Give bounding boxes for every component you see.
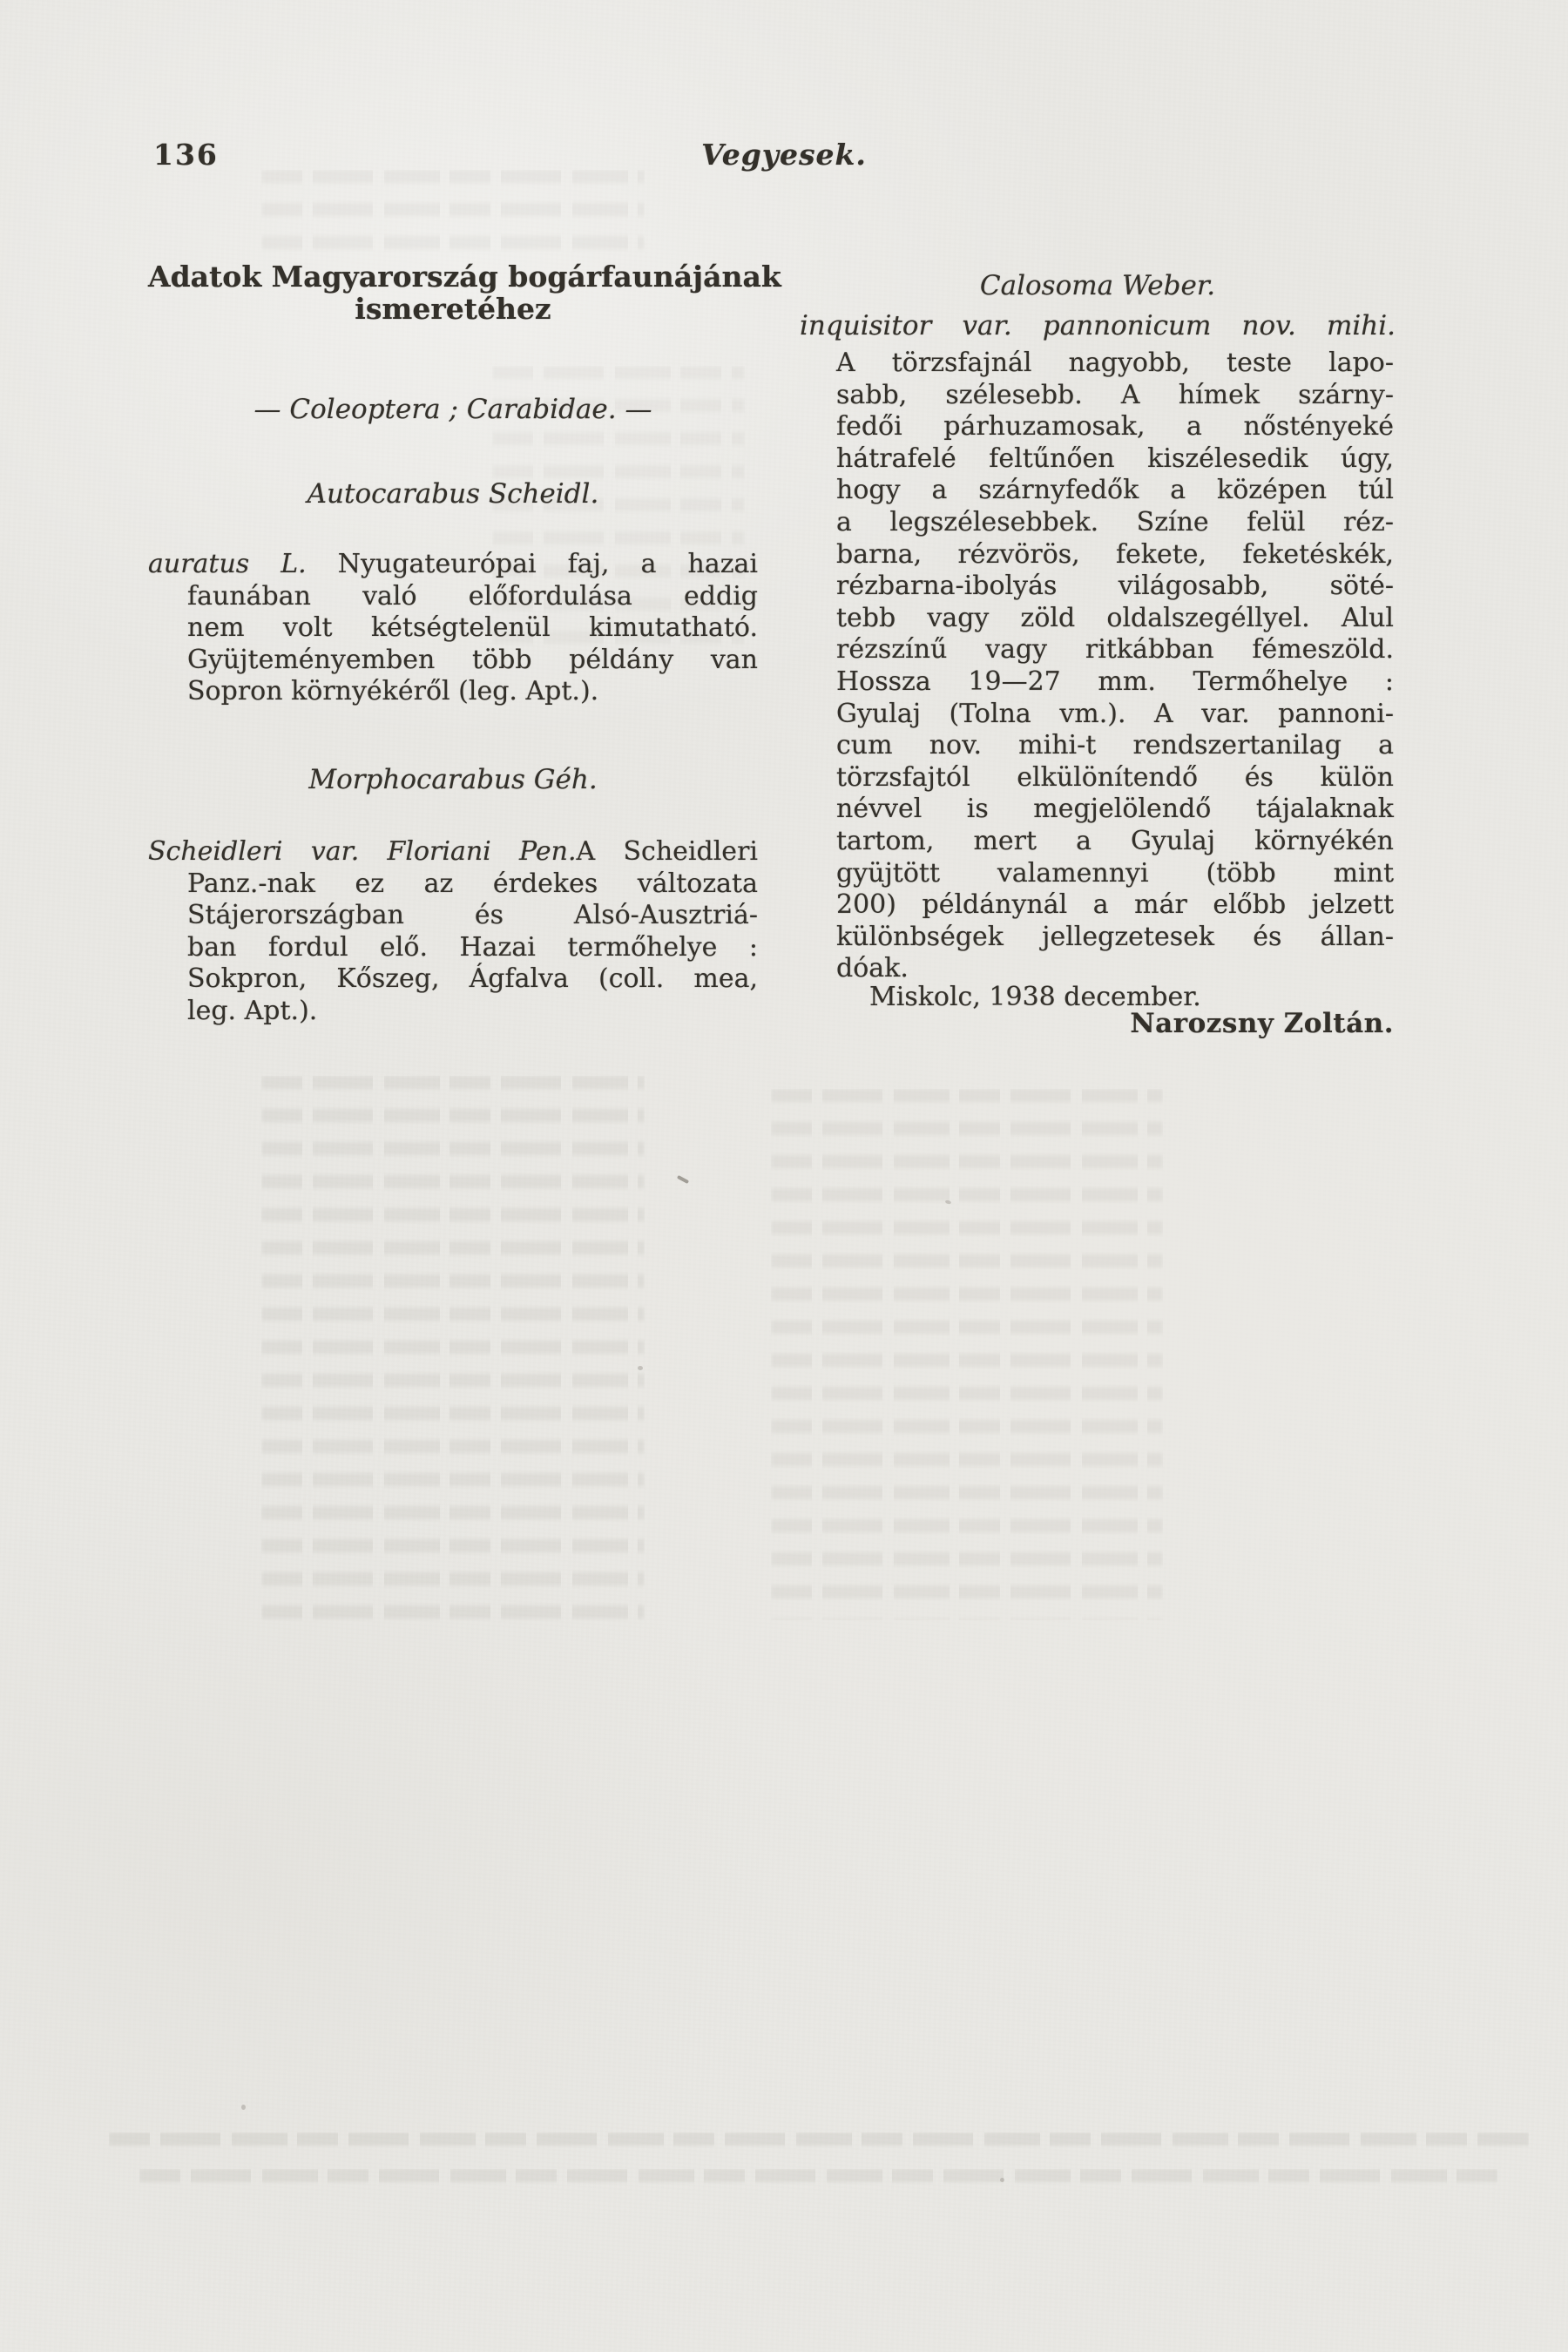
bleed-through-text — [771, 1089, 1163, 1620]
paper-speck — [1000, 2178, 1004, 2182]
text-line: A törzsfajnál nagyobb, teste lapo- — [836, 348, 1394, 378]
paper-speck — [241, 2105, 246, 2110]
text-line: Scheidleri var. Floriani Pen.A Scheidleri — [148, 836, 758, 867]
paragraph-auratus — [148, 549, 758, 708]
text-line: névvel is megjelölendő tájalaknak — [836, 794, 1394, 825]
bleed-through-text — [261, 1076, 645, 1633]
text-line: tebb vagy zöld oldalszegéllyel. Alul — [836, 602, 1394, 633]
text-line: rézbarna-ibolyás világosabb, söté- — [836, 571, 1394, 602]
bleed-through-text — [261, 170, 645, 257]
section-heading-calosoma: Calosoma Weber. — [979, 270, 1216, 301]
text-line: barna, rézvörös, fekete, feketéskék, — [836, 538, 1394, 570]
text-line: különbségek jellegzetesek és állan- — [836, 921, 1394, 952]
text-line: ban fordul elő. Hazai termőhelye : — [187, 931, 758, 963]
text-line: Hossza 19—27 mm. Termőhelye : — [836, 666, 1394, 697]
text-line: Sokpron, Kőszeg, Ágfalva (coll. mea, — [187, 963, 758, 995]
text-line: dóak. — [836, 953, 909, 984]
species-name: auratus L. — [148, 549, 307, 579]
text-line: fedői párhuzamosak, a nőstényeké — [836, 411, 1394, 443]
section-heading-morphocarabus: Morphocarabus Géh. — [308, 764, 598, 795]
text-line: Sopron környékéről (leg. Apt.). — [187, 676, 599, 707]
text-line: gyüjtött valamennyi (több mint — [836, 857, 1394, 889]
page-header-title: Vegyesek. — [701, 138, 867, 172]
paper-speck — [677, 1175, 689, 1184]
section-heading-autocarabus: Autocarabus Scheidl. — [307, 478, 599, 510]
text-line: nem volt kétségtelenül kimutatható. — [187, 612, 758, 644]
text-line: tartom, mert a Gyulaj környékén — [836, 825, 1394, 856]
bleed-through-text — [109, 2132, 1529, 2155]
article-title-line1: Adatok Magyarország bogárfaunájának — [148, 260, 781, 294]
text-line: cum nov. mihi-t rendszertanilag a — [836, 730, 1394, 761]
variety-name: Scheidleri var. Floriani Pen. — [148, 836, 577, 867]
article-title — [148, 260, 781, 326]
text-line: auratus L. Nyugateurópai faj, a hazai — [148, 549, 758, 579]
text-line: hátrafelé feltűnően kiszélesedik úgy, — [836, 443, 1394, 474]
paragraph-scheidleri — [148, 836, 758, 1028]
article-subtitle: — Coleoptera ; Carabidae. — — [253, 394, 652, 425]
text-line: a legszélesebbek. Színe felül réz- — [836, 506, 1394, 537]
text-line: sabb, szélesebb. A hímek szárny- — [836, 379, 1394, 410]
text-line: Stájerországban és Alsó-Ausztriá- — [187, 900, 758, 931]
text-line: rézszínű vagy ritkábban fémeszöld. — [836, 634, 1394, 666]
article-title-line2: ismeretéhez — [355, 291, 551, 326]
paper-speck — [638, 1366, 643, 1370]
dateline: Miskolc, 1938 december. — [869, 982, 1201, 1012]
text-line: Panz.-nak ez az érdekes változata — [187, 868, 758, 899]
text-line: törzsfajtól elkülönítendő és külön — [836, 761, 1394, 793]
page-number: 136 — [153, 138, 219, 172]
author-signature: Narozsny Zoltán. — [1130, 1008, 1394, 1039]
text-line: leg. Apt.). — [187, 995, 318, 1026]
text-line: Gyüjteményemben több példány van — [187, 644, 758, 675]
body-paragraph — [836, 348, 1394, 985]
text-line: Gyulaj (Tolna vm.). A var. pannoni- — [836, 698, 1394, 729]
text-line: hogy a szárnyfedők a középen túl — [836, 475, 1394, 506]
variety-subheading: inquisitor var. pannonicum nov. mihi. — [800, 310, 1396, 341]
text-line: faunában való előfordulása eddig — [187, 580, 758, 612]
bleed-through-text — [139, 2169, 1498, 2192]
text-line: 200) példánynál a már előbb jelzett — [836, 889, 1394, 921]
